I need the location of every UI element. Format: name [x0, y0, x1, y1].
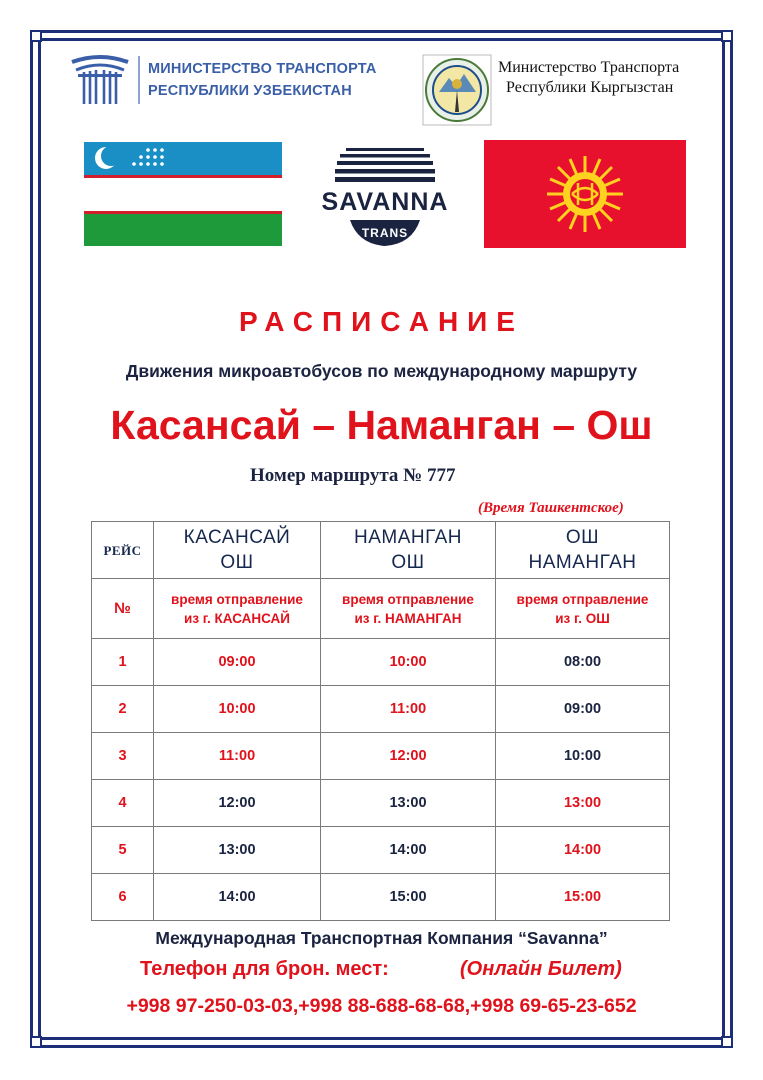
uz-ministry-line-2: РЕСПУБЛИКИ УЗБЕКИСТАН: [148, 83, 352, 99]
departure-namangan: 10:00: [321, 639, 496, 686]
subheader-col1-line-1: время отправление: [171, 591, 303, 607]
schedule-table: [91, 521, 670, 921]
departure-osh: 08:00: [496, 639, 670, 686]
subheader-col3-line-1: время отправление: [516, 591, 649, 607]
table-row: [92, 780, 670, 827]
table-header-row: [92, 522, 670, 579]
departure-namangan: 11:00: [321, 686, 496, 733]
frame-corner: [721, 30, 733, 42]
table-row: [92, 874, 670, 921]
header-reys: РЕЙС: [92, 522, 154, 579]
trip-number: 5: [92, 827, 154, 874]
frame-corner: [30, 30, 42, 42]
booking-phone-label: Телефон для брон. мест:: [140, 958, 389, 980]
kyrgyzstan-flag: [484, 140, 686, 248]
savanna-logo-subtext: TRANS: [361, 226, 409, 240]
savanna-logo-text: SAVANNA: [321, 188, 449, 216]
departure-osh: 15:00: [496, 874, 670, 921]
subheader-col1: [154, 579, 321, 639]
header-col2-line-1: НАМАНГАН: [353, 527, 463, 548]
online-ticket-label: (Онлайн Билет): [460, 958, 622, 980]
phone-numbers: +998 97-250-03-03,+998 88-688-68-68,+998 69-65-23-652: [126, 995, 637, 1017]
uz-logo-divider: [138, 56, 140, 104]
page-title: РАСПИСАНИЕ: [239, 306, 524, 337]
kg-ministry-name: [498, 58, 679, 98]
departure-osh: 13:00: [496, 780, 670, 827]
subheader-col2: [321, 579, 496, 639]
header-namangan-osh: [321, 522, 496, 579]
header-col1-line-1: КАСАНСАЙ: [183, 527, 291, 548]
subheader-col3: [496, 579, 670, 639]
savanna-trans-logo: [306, 140, 464, 252]
route-number: Номер маршрута № 777: [250, 465, 456, 486]
departure-kasansay: 12:00: [154, 780, 321, 827]
header-col2-line-2: ОШ: [391, 552, 425, 573]
header-kasansay-osh: [154, 522, 321, 579]
departure-osh: 09:00: [496, 686, 670, 733]
uz-ministry-name: [148, 58, 377, 102]
trip-number: 2: [92, 686, 154, 733]
header-col3-line-1: ОШ: [565, 527, 600, 548]
subheader-col1-line-2: из г. КАСАНСАЙ: [184, 610, 290, 626]
uzbekistan-flag: [84, 142, 282, 246]
frame-corner: [721, 1036, 733, 1048]
departure-namangan: 15:00: [321, 874, 496, 921]
timezone-note: (Время Ташкентское): [478, 500, 624, 516]
departure-kasansay: 10:00: [154, 686, 321, 733]
table-subheader-row: [92, 579, 670, 639]
frame-corner: [30, 1036, 42, 1048]
departure-namangan: 13:00: [321, 780, 496, 827]
uz-ministry-logo: [70, 54, 130, 106]
uz-ministry-line-1: МИНИСТЕРСТВО ТРАНСПОРТА: [148, 61, 377, 77]
table-row: [92, 733, 670, 780]
route-title: Касансай – Наманган – Ош: [110, 402, 653, 448]
page-subtitle: Движения микроавтобусов по международному маршруту: [125, 361, 638, 381]
kg-ministry-emblem: [422, 54, 492, 126]
table-row: [92, 827, 670, 874]
departure-kasansay: 11:00: [154, 733, 321, 780]
trip-number: 3: [92, 733, 154, 780]
kg-ministry-line-2: Республики Кыргызстан: [506, 79, 674, 96]
departure-osh: 10:00: [496, 733, 670, 780]
table-row: [92, 639, 670, 686]
header-col1-line-2: ОШ: [220, 552, 254, 573]
departure-namangan: 14:00: [321, 827, 496, 874]
header-osh-namangan: [496, 522, 670, 579]
kg-ministry-line-1: Министерство Транспорта: [498, 59, 680, 76]
trip-number: 4: [92, 780, 154, 827]
table-row: [92, 686, 670, 733]
subheader-number: №: [92, 579, 154, 639]
trip-number: 1: [92, 639, 154, 686]
subheader-col3-line-2: из г. ОШ: [555, 610, 610, 626]
subheader-col2-line-2: из г. НАМАНГАН: [354, 610, 462, 626]
header-col3-line-2: НАМАНГАН: [528, 552, 637, 573]
departure-namangan: 12:00: [321, 733, 496, 780]
company-name: Международная Транспортная Компания “Savanna”: [155, 928, 608, 948]
departure-kasansay: 13:00: [154, 827, 321, 874]
departure-kasansay: 14:00: [154, 874, 321, 921]
departure-kasansay: 09:00: [154, 639, 321, 686]
subheader-col2-line-1: время отправление: [342, 591, 474, 607]
trip-number: 6: [92, 874, 154, 921]
departure-osh: 14:00: [496, 827, 670, 874]
